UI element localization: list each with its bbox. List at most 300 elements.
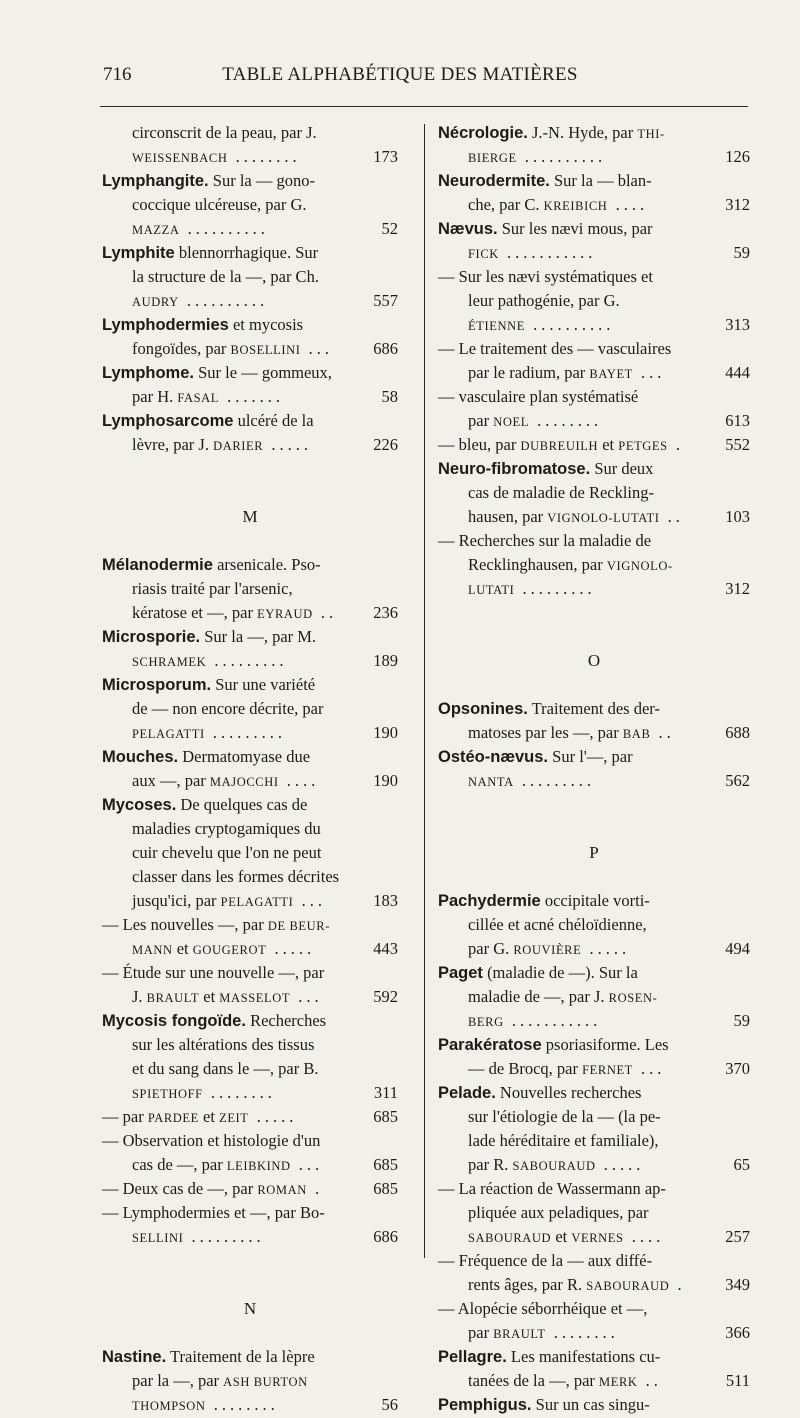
index-entry [102, 745, 398, 769]
entry-text: — Alopécie séborrhéique et —, [438, 1299, 648, 1318]
entry-text: coccique ulcéreuse, par G. [132, 195, 307, 214]
entry-line [438, 1105, 750, 1129]
leader-dots: ... [290, 987, 323, 1006]
author-name: MAJOCCHI [209, 775, 279, 789]
entry-text: jusqu'ici, par [132, 891, 221, 910]
entry-text: — Les nouvelles —, par [102, 915, 268, 934]
index-entry [438, 1081, 750, 1105]
author-name: ASH BURTON [223, 1375, 308, 1389]
entry-text: Traitement de la lèpre [166, 1347, 315, 1366]
entry-text: aux —, par [132, 771, 210, 790]
entry-text: et du sang dans le —, par B. [132, 1059, 319, 1078]
entry-text: De quelques cas de [176, 795, 308, 814]
entry-keyword: Lymphosarcome [102, 412, 234, 430]
leader-dots: . [669, 1275, 686, 1294]
header-rule [100, 106, 748, 107]
entry-text: leur pathogénie, par G. [468, 291, 620, 310]
leader-dots: ....... [219, 387, 285, 406]
entry-text: Sur la —, par M. [200, 627, 317, 646]
index-entry [102, 673, 398, 697]
entry-line [438, 1129, 750, 1153]
page-ref: 58 [381, 387, 398, 406]
entry-line [438, 241, 750, 265]
entry-line [438, 193, 750, 217]
entry-text: blennorrhagique. Sur [174, 243, 319, 262]
entry-keyword: Nécrologie. [438, 124, 528, 142]
leader-dots: . [306, 1179, 324, 1198]
author-name: SELLINI [132, 1231, 184, 1245]
entry-text: — Deux cas de —, par [102, 1179, 258, 1198]
page-ref: 173 [373, 147, 398, 166]
author-name: SPIETHOFF [132, 1087, 203, 1101]
entry-keyword: Lymphangite. [102, 172, 209, 190]
author-name: MAZZA [132, 223, 180, 237]
entry-line [438, 1057, 750, 1081]
entry-keyword: Nævus. [438, 220, 498, 238]
author-name: SABOURAUD [468, 1231, 552, 1245]
author-name: BAYET [589, 367, 633, 381]
entry-line [102, 601, 398, 625]
leader-dots: .... [623, 1227, 665, 1246]
leader-dots: ........ [528, 411, 603, 430]
entry-line [438, 289, 750, 313]
author-name: NOEL [493, 415, 529, 429]
entry-text: sur les altérations des tissus [132, 1035, 315, 1054]
leader-dots: ..... [263, 435, 312, 454]
page-ref: 688 [725, 723, 750, 742]
index-entry [438, 1033, 750, 1057]
page-ref: 562 [725, 771, 750, 790]
leader-dots: ..... [595, 1155, 645, 1174]
leader-dots: ..... [248, 1107, 298, 1126]
running-header [0, 64, 800, 92]
entry-text: lèvre, par J. [132, 435, 214, 454]
entry-text: cuir chevelu que l'on ne peut [132, 843, 322, 862]
author-name: SABOURAUD [512, 1159, 596, 1173]
entry-line [438, 1177, 750, 1201]
right-column [438, 121, 750, 1417]
entry-line [438, 769, 750, 793]
entry-keyword: Parakératose [438, 1036, 542, 1054]
entry-text: Nouvelles recherches [495, 1083, 642, 1102]
entry-line [438, 1297, 750, 1321]
entry-text: par la —, par [132, 1371, 224, 1390]
entry-text: Traitement des der- [527, 699, 660, 718]
entry-text: Sur la — blan- [549, 171, 652, 190]
entry-line [102, 1057, 398, 1081]
column-divider [424, 124, 425, 1258]
author-name: DE BEUR- [267, 919, 330, 933]
blank-line [438, 625, 750, 649]
index-entry [438, 169, 750, 193]
author-name: VIGNOLO- [606, 559, 673, 573]
leader-dots: .. [659, 507, 684, 526]
entry-keyword: Neuro-fibromatose. [438, 460, 591, 478]
entry-text: occipitale vorti- [540, 891, 650, 910]
page-ref: 183 [373, 891, 398, 910]
blank-line [438, 793, 750, 817]
author-name: NANTA [468, 775, 514, 789]
entry-line [102, 337, 398, 361]
leader-dots: ......... [204, 723, 287, 742]
entry-line [102, 265, 398, 289]
leader-dots: .......... [524, 315, 615, 334]
entry-line [438, 913, 750, 937]
entry-text: — vasculaire plan systématisé [438, 387, 639, 406]
author-name: ROUVIÈRE [513, 943, 582, 957]
page-ref: 312 [725, 195, 750, 214]
page-ref: 557 [373, 291, 398, 310]
page-number: 716 [103, 64, 132, 85]
author-name: PARDEE [147, 1111, 199, 1125]
page-ref: 443 [373, 939, 398, 958]
entry-line [438, 313, 750, 337]
entry-line [438, 1225, 750, 1249]
index-entry [102, 169, 398, 193]
entry-line [438, 1273, 750, 1297]
index-entry [438, 457, 750, 481]
entry-text: circonscrit de la peau, par J. [132, 123, 317, 142]
leader-dots: ... [632, 363, 666, 382]
entry-keyword: Neurodermite. [438, 172, 550, 190]
blank-line [102, 457, 398, 481]
entry-keyword: Pemphigus. [438, 1396, 532, 1414]
leader-dots: ......... [183, 1227, 265, 1246]
entry-text: ulcéré de la [233, 411, 314, 430]
entry-keyword: Mélanodermie [102, 556, 213, 574]
author-name: BRAULT [146, 991, 200, 1005]
entry-line [102, 1393, 398, 1417]
author-name: MASSELOT [219, 991, 291, 1005]
entry-text: hausen, par [468, 507, 548, 526]
entry-line [102, 1177, 398, 1201]
entry-text: — Étude sur une nouvelle —, par [102, 963, 325, 982]
leader-dots: ... [632, 1059, 666, 1078]
entry-text: — Observation et histologie d'un [102, 1131, 321, 1150]
leader-dots: ..... [266, 939, 316, 958]
leader-dots: ..... [581, 939, 631, 958]
entry-keyword: Mouches. [102, 748, 179, 766]
entry-text: — de Brocq, par [468, 1059, 583, 1078]
page-ref: 190 [373, 723, 398, 742]
entry-line [102, 1081, 398, 1105]
page-ref: 56 [381, 1395, 398, 1414]
entry-text: kératose et —, par [132, 603, 258, 622]
entry-text: cillée et acné chéloïdienne, [468, 915, 647, 934]
entry-text: — bleu, par [438, 435, 521, 454]
entry-text: fongoïdes, par [132, 339, 231, 358]
entry-line [102, 145, 398, 169]
entry-line [102, 985, 398, 1009]
entry-keyword: Mycosis fongoïde. [102, 1012, 246, 1030]
section-heading: O [587, 651, 601, 670]
section-heading: N [243, 1299, 257, 1318]
entry-line [438, 937, 750, 961]
blank-line [438, 865, 750, 889]
page-ref: 312 [725, 579, 750, 598]
blank-line [102, 529, 398, 553]
entry-text: Les manifestations cu- [506, 1347, 661, 1366]
entry-keyword: Microsporum. [102, 676, 212, 694]
section-letter [438, 841, 750, 865]
page-ref: 494 [725, 939, 750, 958]
entry-keyword: Pellagre. [438, 1348, 507, 1366]
page-title: TABLE ALPHABÉTIQUE DES MATIÈRES [222, 64, 578, 85]
leader-dots: .......... [516, 147, 607, 166]
leader-dots: ........... [503, 1011, 602, 1030]
entry-line [438, 1369, 750, 1393]
leader-dots: ......... [513, 771, 595, 790]
index-entry [102, 409, 398, 433]
entry-line [102, 913, 398, 937]
author-name: AUDRY [132, 295, 179, 309]
entry-line [102, 193, 398, 217]
entry-line [438, 553, 750, 577]
author-name: THI- [637, 127, 665, 141]
entry-line [102, 433, 398, 457]
entry-line [438, 505, 750, 529]
blank-line [102, 1273, 398, 1297]
entry-keyword: Lymphite [102, 244, 175, 262]
index-entry [102, 361, 398, 385]
author-name: BAB [622, 727, 651, 741]
section-letter [438, 649, 750, 673]
entry-text: Dermatomyase due [178, 747, 311, 766]
entry-text: — Fréquence de la — aux diffé- [438, 1251, 653, 1270]
author-name: BIERGE [468, 151, 517, 165]
entry-line [438, 1249, 750, 1273]
entry-text: par [468, 1323, 494, 1342]
page-ref: 370 [725, 1059, 750, 1078]
entry-line [102, 1129, 398, 1153]
entry-text: — Lymphodermies et —, par Bo- [102, 1203, 325, 1222]
entry-line [438, 385, 750, 409]
entry-text: tanées de la —, par [468, 1371, 600, 1390]
index-entry [102, 793, 398, 817]
page-ref: 59 [733, 243, 750, 262]
author-name: WEISSENBACH [132, 151, 228, 165]
page-ref: 126 [725, 147, 750, 166]
left-column [102, 121, 398, 1417]
section-heading: P [589, 843, 599, 862]
entry-text: arsenicale. Pso- [212, 555, 321, 574]
index-entry [438, 1393, 750, 1417]
section-letter [102, 1297, 398, 1321]
entry-line [438, 1153, 750, 1177]
author-name: GOUGEROT [192, 943, 267, 957]
index-entry [102, 625, 398, 649]
entry-text: Recklinghausen, par [468, 555, 607, 574]
entry-text: — Sur les nævi systématiques et [438, 267, 653, 286]
entry-text: par G. [468, 939, 514, 958]
entry-text: — La réaction de Wassermann ap- [438, 1179, 666, 1198]
author-name: FASAL [177, 391, 220, 405]
entry-text: riasis traité par l'arsenic, [132, 579, 293, 598]
blank-line [102, 481, 398, 505]
page-ref: 65 [733, 1155, 750, 1174]
entry-line [438, 577, 750, 601]
leader-dots: ........... [498, 243, 597, 262]
entry-text: rents âges, par R. [468, 1275, 587, 1294]
entry-line [102, 889, 398, 913]
page-ref: 257 [725, 1227, 750, 1246]
author-name: MERK [599, 1375, 638, 1389]
page-ref: 236 [373, 603, 398, 622]
author-name: ROMAN [257, 1183, 307, 1197]
entry-text: et [172, 939, 193, 958]
entry-line [438, 409, 750, 433]
entry-line [438, 1201, 750, 1225]
entry-line [102, 1153, 398, 1177]
section-letter [102, 505, 398, 529]
author-name: FICK [468, 247, 499, 261]
author-name: DUBREUILH [520, 439, 599, 453]
entry-text: psoriasiforme. Les [541, 1035, 669, 1054]
entry-keyword: Microsporie. [102, 628, 201, 646]
entry-line [438, 721, 750, 745]
entry-line [102, 385, 398, 409]
page-ref: 552 [725, 435, 750, 454]
leader-dots: .......... [178, 291, 269, 310]
leader-dots: ... [300, 339, 334, 358]
page-ref: 349 [725, 1275, 750, 1294]
leader-dots: .. [650, 723, 675, 742]
entry-line [438, 337, 750, 361]
entry-text: par R. [468, 1155, 513, 1174]
entry-line [102, 769, 398, 793]
index-entry [438, 889, 750, 913]
index-entry [102, 1345, 398, 1369]
leader-dots: ........ [227, 147, 301, 166]
entry-keyword: Lymphome. [102, 364, 194, 382]
entry-text: classer dans les formes décrites [132, 867, 340, 886]
entry-line [102, 1201, 398, 1225]
page-ref: 685 [373, 1179, 398, 1198]
author-name: BOSELLINI [230, 343, 301, 357]
entry-keyword: Pachydermie [438, 892, 541, 910]
entry-text: (maladie de —). Sur la [482, 963, 638, 982]
entry-line [438, 985, 750, 1009]
entry-text: et [598, 435, 619, 454]
entry-text: Sur un cas singu- [531, 1395, 650, 1414]
entry-line [102, 217, 398, 241]
index-entry [438, 697, 750, 721]
author-name: SCHRAMEK [132, 655, 207, 669]
entry-text: par [468, 411, 494, 430]
entry-text: maladie de —, par J. [468, 987, 609, 1006]
entry-text: Sur deux [590, 459, 654, 478]
index-entry [438, 1345, 750, 1369]
entry-text: Sur les nævi mous, par [497, 219, 653, 238]
blank-line [438, 817, 750, 841]
page-ref: 444 [725, 363, 750, 382]
entry-text: matoses par les —, par [468, 723, 623, 742]
leader-dots: .... [278, 771, 320, 790]
author-name: SABOURAUD [586, 1279, 670, 1293]
author-name: BRAULT [493, 1327, 546, 1341]
page-ref: 311 [373, 1083, 398, 1102]
entry-text: par H. [132, 387, 178, 406]
page-ref: 52 [381, 219, 398, 238]
entry-text: cas de maladie de Reckling- [468, 483, 655, 502]
page-ref: 592 [373, 987, 398, 1006]
entry-text: et [551, 1227, 572, 1246]
entry-keyword: Ostéo-nævus. [438, 748, 549, 766]
index-entry [438, 121, 750, 145]
author-name: PETGES [618, 439, 668, 453]
entry-line [438, 481, 750, 505]
entry-text: che, par C. [468, 195, 544, 214]
entry-text: et [199, 987, 220, 1006]
entry-text: et mycosis [228, 315, 304, 334]
entry-line [102, 1033, 398, 1057]
entry-keyword: Pelade. [438, 1084, 496, 1102]
leader-dots: .......... [179, 219, 269, 238]
author-name: ZEIT [219, 1111, 249, 1125]
entry-line [102, 721, 398, 745]
author-name: PELAGATTI [132, 727, 205, 741]
entry-text: pliquée aux peladiques, par [468, 1203, 649, 1222]
entry-text: par le radium, par [468, 363, 590, 382]
entry-line [102, 961, 398, 985]
entry-keyword: Lymphodermies [102, 316, 229, 334]
index-entry [438, 217, 750, 241]
leader-dots: ........ [202, 1083, 276, 1102]
page-ref: 685 [373, 1155, 398, 1174]
index-entry [438, 745, 750, 769]
entry-line [438, 265, 750, 289]
entry-line [102, 865, 398, 889]
section-heading: M [242, 507, 258, 526]
index-entry [102, 553, 398, 577]
entry-line [438, 361, 750, 385]
author-name: KREIBICH [543, 199, 608, 213]
entry-text: sur l'étiologie de la — (la pe- [468, 1107, 661, 1126]
page-ref: 366 [725, 1323, 750, 1342]
index-entry [102, 1009, 398, 1033]
entry-line [438, 1321, 750, 1345]
blank-line [102, 1249, 398, 1273]
page-ref: 190 [373, 771, 398, 790]
author-name: PELAGATTI [220, 895, 294, 909]
entry-text: Sur le — gommeux, [193, 363, 332, 382]
index-entry [102, 313, 398, 337]
author-name: EYRAUD [257, 607, 313, 621]
entry-text: Sur la — gono- [208, 171, 315, 190]
entry-line [438, 433, 750, 457]
page-ref: 189 [373, 651, 398, 670]
page-ref: 613 [725, 411, 750, 430]
entry-line [438, 529, 750, 553]
page-ref: 313 [725, 315, 750, 334]
entry-line [102, 577, 398, 601]
index-entry [438, 961, 750, 985]
leader-dots: .. [637, 1371, 662, 1390]
page-ref: 511 [725, 1371, 750, 1390]
author-name: FERNET [582, 1063, 633, 1077]
entry-line [102, 697, 398, 721]
entry-text: — Recherches sur la maladie de [438, 531, 652, 550]
entry-text: la structure de la —, par Ch. [132, 267, 319, 286]
entry-text: — Le traitement des — vasculaires [438, 339, 672, 358]
entry-line [438, 1009, 750, 1033]
entry-line [438, 145, 750, 169]
author-name: THOMPSON [132, 1399, 206, 1413]
entry-keyword: Paget [438, 964, 483, 982]
entry-text: de — non encore décrite, par [132, 699, 324, 718]
author-name: VERNES [571, 1231, 624, 1245]
entry-text: lade héréditaire et familiale), [468, 1131, 659, 1150]
